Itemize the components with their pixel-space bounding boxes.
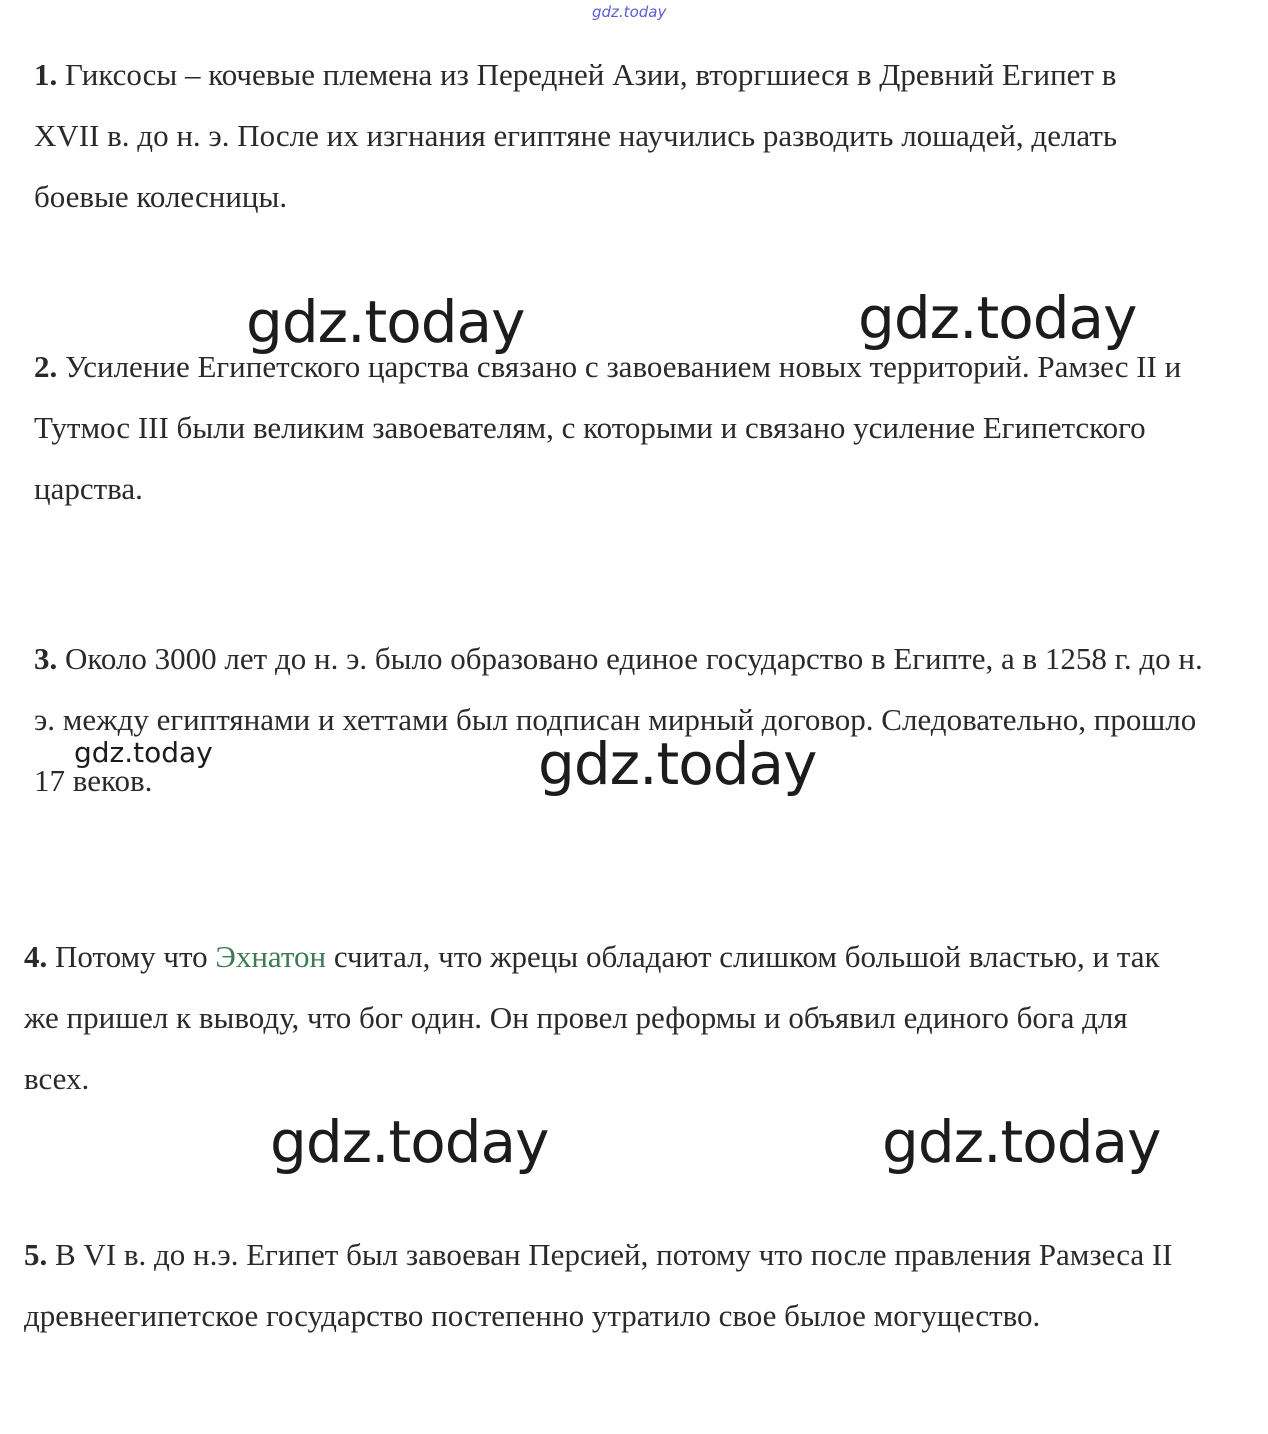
answer-5-number: 5. [24,1237,48,1272]
watermark: gdz.today [882,1108,1161,1176]
watermark-top: gdz.today [592,3,667,21]
answer-1-number: 1. [34,57,58,92]
watermark: gdz.today [858,284,1137,352]
answer-4-highlight: Эхнатон [215,939,327,974]
answer-3-text: Около 3000 лет до н. э. было образовано единое государство в Египте, а в 1258 г. до н. э. между египтянами и хеттами был подписан мирный договор. Следовательно, прошло 17 веков. [34,641,1203,798]
answer-2-text: Усиление Египетского царства связано с завоеванием новых территорий. Рамзес II и Тутмос III были великим завоевателям, с которыми и связано усиление Египетского царства. [34,349,1182,506]
answer-4-number: 4. [24,939,48,974]
watermark-small: gdz.today [74,736,213,769]
watermark: gdz.today [246,288,525,356]
answer-1 [34,44,1184,227]
watermark: gdz.today [270,1108,549,1176]
answer-4-text-after: считал, что жрецы обладают слишком большой властью, и так же пришел к выводу, что бог один. Он провел реформы и объявил единого бога для всех. [24,939,1160,1096]
answer-2 [34,336,1194,519]
answer-2-number: 2. [34,349,58,384]
answer-1-text: Гиксосы – кочевые племена из Передней Азии, вторгшиеся в Древний Египет в XVII в. до н. э. После их изгнания египтяне научились разводить лошадей, делать боевые колесницы. [34,57,1118,214]
answer-3-number: 3. [34,641,58,676]
watermark: gdz.today [538,730,817,798]
answer-5-text: В VI в. до н.э. Египет был завоеван Персией, потому что после правления Рамзеса II древнеегипетское государство постепенно утратило свое былое могущество. [24,1237,1173,1333]
answer-4 [24,926,1164,1109]
answer-5 [24,1224,1199,1346]
answer-4-text-before: Потому что [55,939,216,974]
